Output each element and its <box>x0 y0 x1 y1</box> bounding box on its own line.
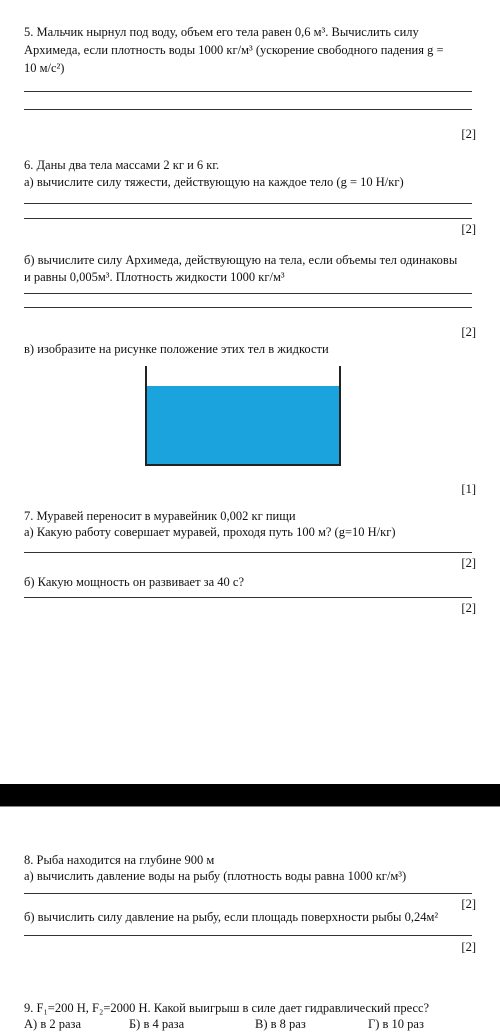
vessel-right-wall <box>339 366 341 466</box>
water <box>147 386 339 464</box>
q6-c-mark: [1] <box>461 482 476 496</box>
q6-b-text-line1: б) вычислите силу Архимеда, действующую на тела, если объемы тел одинаковы <box>24 253 458 267</box>
q6-a-mark: [2] <box>461 222 476 236</box>
answer-line <box>24 293 472 294</box>
page-separator-edge <box>0 806 500 807</box>
vessel-bottom <box>145 464 341 466</box>
q6-c-text: в) изобразите на рисунке положение этих тел в жидкости <box>24 342 329 356</box>
answer-line <box>24 935 472 936</box>
q9-option-d: Г) в 10 раз <box>368 1017 424 1031</box>
q6-a-text: а) вычислите силу тяжести, действующую на каждое тело (g = 10 Н/кг) <box>24 175 404 189</box>
answer-line <box>24 597 472 598</box>
q9-option-a: А) в 2 раза <box>24 1017 82 1031</box>
page-separator <box>0 784 500 806</box>
q5-mark: [2] <box>461 127 476 141</box>
q8-title: 8. Рыба находится на глубине 900 м <box>24 853 215 867</box>
answer-line <box>24 552 472 553</box>
q7-b-mark: [2] <box>461 601 476 615</box>
answer-line <box>24 307 472 308</box>
answer-line <box>24 91 472 92</box>
q6-b-text-line2: и равны 0,005м³. Плотность жидкости 1000 кг/м³ <box>24 270 285 284</box>
q7-a-mark: [2] <box>461 556 476 570</box>
q8-a-mark: [2] <box>461 897 476 911</box>
q9-title: 9. F₁=200 Н, F₂=2000 Н. Какой выигрыш в силе дает гидравлический пресс? <box>24 1001 430 1015</box>
q6-title: 6. Даны два тела массами 2 кг и 6 кг. <box>24 158 220 172</box>
q9-option-b: Б) в 4 раза <box>129 1017 185 1031</box>
q7-title: 7. Муравей переносит в муравейник 0,002 кг пищи <box>24 509 296 523</box>
q7-b-text: б) Какую мощность он развивает за 40 с? <box>24 575 244 589</box>
q5-text-line3: 10 м/с²) <box>24 61 65 75</box>
q9-option-c: В) в 8 раз <box>255 1017 306 1031</box>
q5-text-line1: 5. Мальчик нырнул под воду, объем его тела равен 0,6 м³. Вычислить силу <box>24 25 419 39</box>
q7-a-text: а) Какую работу совершает муравей, проходя путь 100 м? (g=10 Н/кг) <box>24 525 396 539</box>
q6-b-mark: [2] <box>461 325 476 339</box>
vessel-figure <box>145 366 341 466</box>
answer-line <box>24 218 472 219</box>
q5-text-line2: Архимеда, если плотность воды 1000 кг/м³ (ускорение свободного падения g = <box>24 43 444 57</box>
answer-line <box>24 109 472 110</box>
q8-b-mark: [2] <box>461 940 476 954</box>
answer-line <box>24 203 472 204</box>
q8-b-text: б) вычислить силу давление на рыбу, если площадь поверхности рыбы 0,24м² <box>24 910 439 924</box>
answer-line <box>24 893 472 894</box>
q8-a-text: а) вычислить давление воды на рыбу (плотность воды равна 1000 кг/м³) <box>24 869 407 883</box>
